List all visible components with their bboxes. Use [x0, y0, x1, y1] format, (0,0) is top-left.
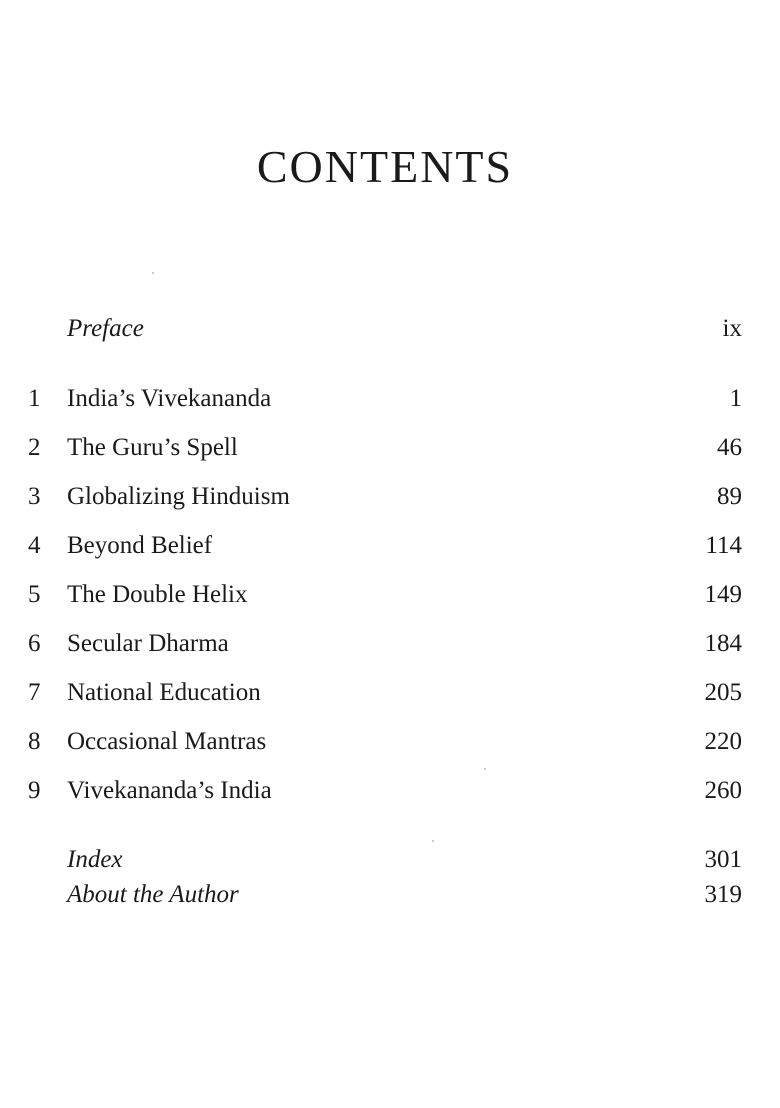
toc-entry-chapter-4[interactable] [0, 529, 780, 563]
toc-entry-page: 1 [729, 385, 742, 412]
toc-entry-label: The Guru’s Spell [67, 434, 238, 461]
toc-entry-page: 184 [704, 630, 742, 657]
toc-entry-chapter-3[interactable] [0, 480, 780, 514]
toc-entry-chapter-6[interactable] [0, 627, 780, 661]
toc-entry-label: National Education [67, 679, 261, 706]
toc-entry-label: Vivekananda’s India [67, 777, 272, 804]
toc-entry-page: 89 [717, 483, 742, 510]
toc-entry-label: Beyond Belief [67, 532, 213, 559]
toc-entry-page: ix [722, 315, 742, 342]
toc-entry-chapter-5[interactable] [0, 578, 780, 612]
toc-entry-page: 319 [704, 881, 742, 908]
toc-entry-label: Secular Dharma [67, 630, 229, 657]
page-title: CONTENTS [256, 141, 514, 192]
toc-chapter-number: 8 [28, 728, 41, 755]
toc-entry-page: 205 [704, 679, 742, 706]
toc-entry-label: The Double Helix [67, 581, 248, 608]
paper-speck [152, 272, 154, 274]
paper-speck [484, 768, 486, 770]
toc-chapter-number: 4 [28, 532, 41, 559]
toc-entry-chapter-2[interactable] [0, 431, 780, 465]
toc-chapter-number: 7 [28, 679, 41, 706]
toc-chapter-number: 5 [28, 581, 41, 608]
toc-entry-label: India’s Vivekananda [67, 385, 272, 412]
toc-entry-label: Occasional Mantras [67, 728, 267, 755]
toc-chapter-number: 2 [28, 434, 41, 461]
toc-entry-chapter-8[interactable] [0, 725, 780, 759]
toc-entry-page: 260 [704, 777, 742, 804]
toc-entry-label: About the Author [67, 881, 239, 908]
toc-chapter-number: 6 [28, 630, 41, 657]
toc-entry-chapter-7[interactable] [0, 676, 780, 710]
toc-entry-label: Preface [67, 315, 144, 342]
toc-entry-page: 301 [704, 846, 742, 873]
toc-chapter-number: 3 [28, 483, 41, 510]
toc-entry-chapter-1[interactable] [0, 382, 780, 416]
toc-entry-page: 46 [717, 434, 742, 461]
toc-entry-preface[interactable] [0, 312, 780, 346]
toc-entry-page: 149 [704, 581, 742, 608]
toc-entry-label: Globalizing Hinduism [67, 483, 290, 510]
toc-chapter-number: 1 [28, 385, 41, 412]
toc-entry-page: 220 [704, 728, 742, 755]
paper-speck [432, 840, 434, 842]
toc-entry-index[interactable] [0, 843, 780, 877]
toc-entry-label: Index [67, 846, 123, 873]
toc-entry-chapter-9[interactable] [0, 774, 780, 808]
toc-entry-about-the-author[interactable] [0, 878, 780, 912]
toc-chapter-number: 9 [28, 777, 41, 804]
toc-entry-page: 114 [705, 532, 742, 559]
